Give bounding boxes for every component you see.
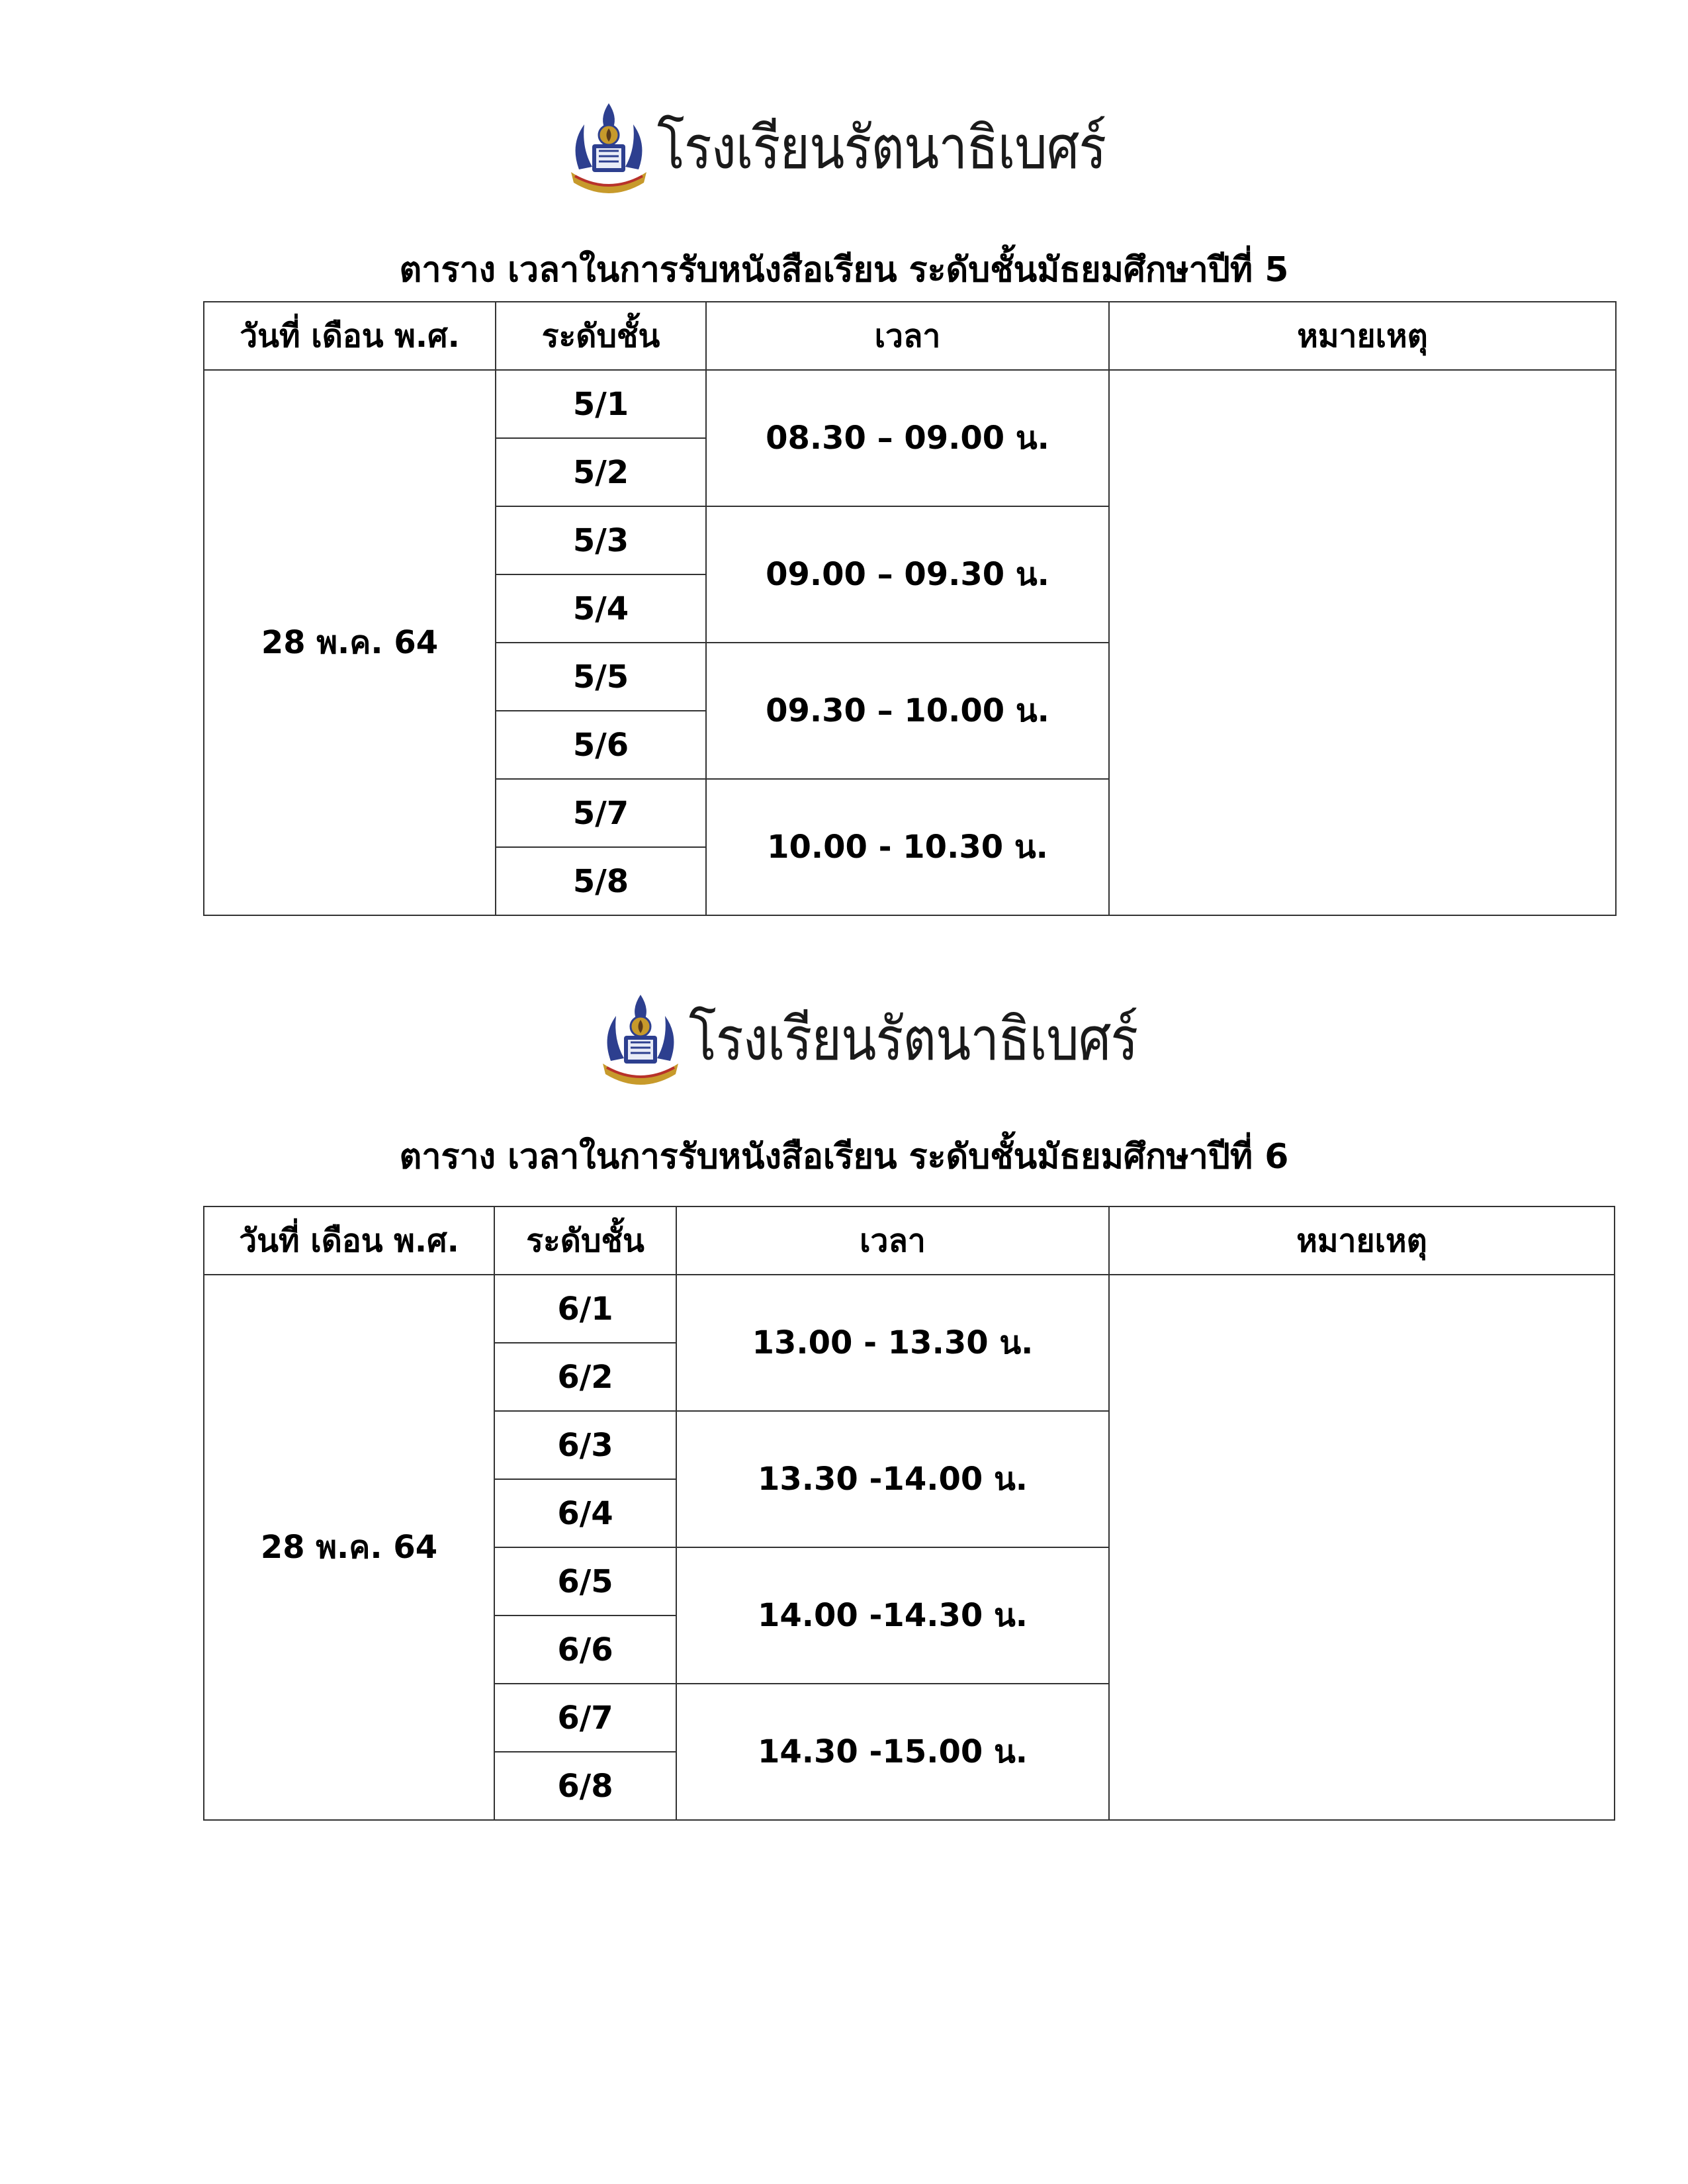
header-note: หมายเหตุ [1109,1206,1615,1275]
grade-cell: 6/1 [494,1275,676,1343]
grade-cell: 5/4 [496,574,706,643]
grade-cell: 6/6 [494,1615,676,1684]
grade-cell: 5/6 [496,711,706,779]
table-header-row [204,1206,1615,1275]
table-m6-title: ตาราง เวลาในการรับหนังสือเรียน ระดับชั้นมัธยมศึกษาปีที่ 6 [399,1137,1289,1177]
header-time: เวลา [706,302,1109,370]
grade-cell: 5/1 [496,370,706,438]
date-cell: 28 พ.ค. 64 [204,370,496,915]
school-emblem-icon [566,98,652,197]
header-note: หมายเหตุ [1109,302,1616,370]
note-cell [1109,370,1616,915]
header-time: เวลา [676,1206,1109,1275]
time-cell: 14.00 -14.30 น. [676,1547,1109,1684]
table-row [204,370,1616,438]
date-cell: 28 พ.ค. 64 [204,1275,494,1820]
grade-cell: 6/8 [494,1752,676,1820]
time-cell: 14.30 -15.00 น. [676,1684,1109,1820]
time-cell: 10.00 - 10.30 น. [706,779,1109,915]
time-cell: 13.00 - 13.30 น. [676,1275,1109,1411]
schedule-table-m5 [203,301,1617,916]
school-header [598,989,1137,1089]
header-grade: ระดับชั้น [494,1206,676,1275]
grade-cell: 5/5 [496,643,706,711]
school-emblem-icon [598,989,684,1089]
schedule-table-m6 [203,1206,1615,1821]
grade-cell: 6/3 [494,1411,676,1479]
time-cell: 08.30 – 09.00 น. [706,370,1109,506]
time-cell: 09.00 – 09.30 น. [706,506,1109,643]
grade-cell: 6/2 [494,1343,676,1411]
school-name: โรงเรียนรัตนาธิเบศร์ [657,114,1106,183]
grade-cell: 5/7 [496,779,706,847]
grade-cell: 6/7 [494,1684,676,1752]
grade-cell: 5/2 [496,438,706,506]
time-cell: 13.30 -14.00 น. [676,1411,1109,1547]
time-cell: 09.30 – 10.00 น. [706,643,1109,779]
school-header [566,98,1106,197]
grade-cell: 6/4 [494,1479,676,1547]
grade-cell: 5/3 [496,506,706,574]
grade-cell: 5/8 [496,847,706,915]
grade-cell: 6/5 [494,1547,676,1615]
header-date: วันที่ เดือน พ.ศ. [204,1206,494,1275]
table-row [204,1275,1615,1343]
table-m5-title: ตาราง เวลาในการรับหนังสือเรียน ระดับชั้นมัธยมศึกษาปีที่ 5 [399,250,1289,290]
table-header-row [204,302,1616,370]
header-grade: ระดับชั้น [496,302,706,370]
note-cell [1109,1275,1615,1820]
school-name: โรงเรียนรัตนาธิเบศร์ [689,1005,1138,1074]
header-date: วันที่ เดือน พ.ศ. [204,302,496,370]
